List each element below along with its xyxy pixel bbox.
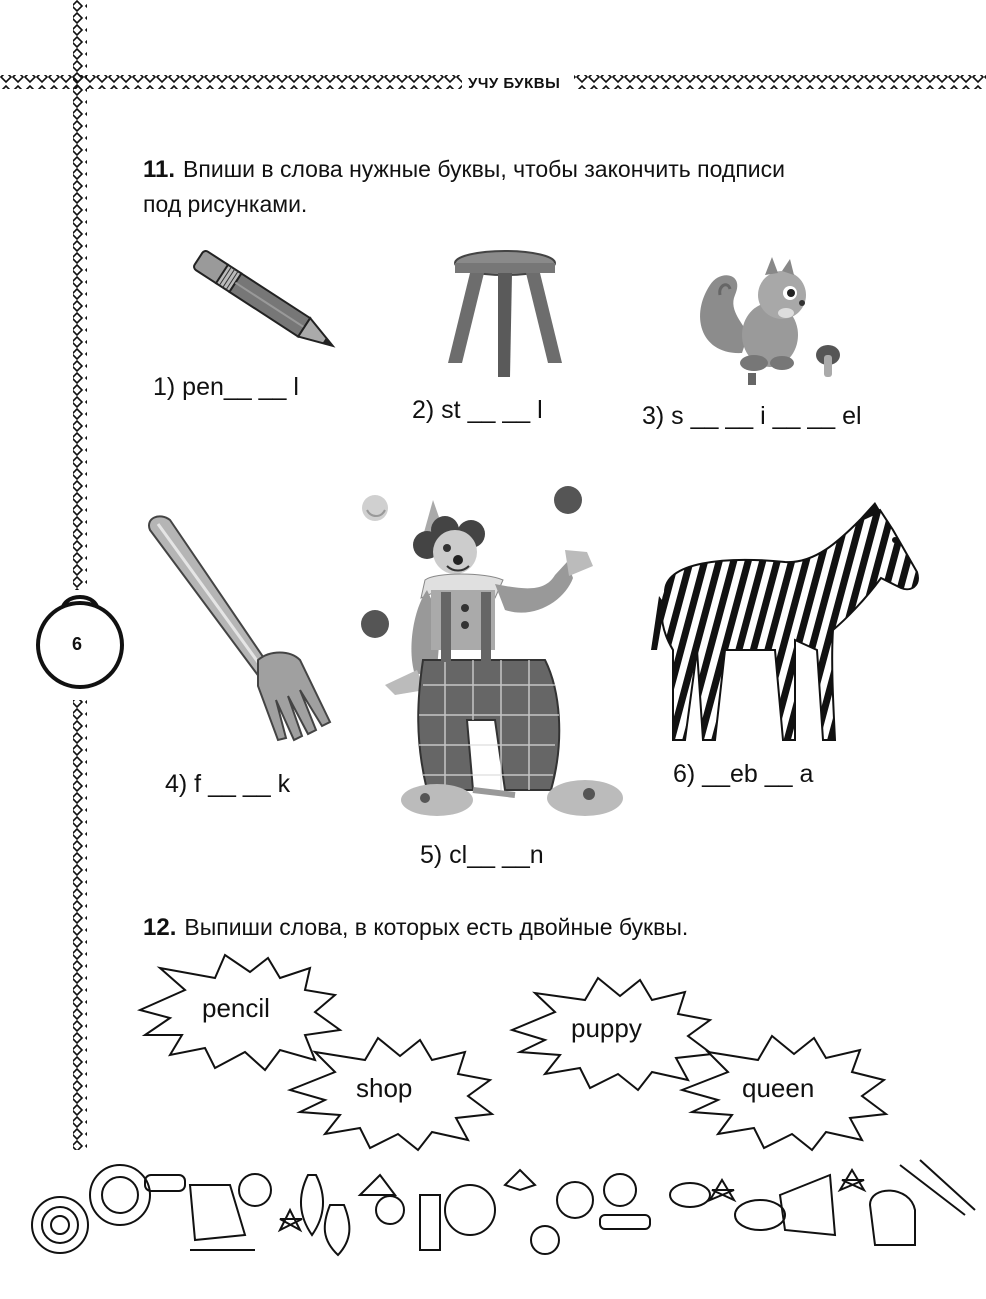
skate-icon [190, 1185, 245, 1240]
sock-icon [420, 1195, 440, 1250]
task-number: 12. [143, 914, 177, 941]
flipper-icon [780, 1175, 835, 1235]
dumbbell-icon [600, 1215, 650, 1229]
word-puppy: puppy [571, 1013, 642, 1043]
boxing-glove-icon [870, 1191, 915, 1245]
baseball-icon [239, 1174, 271, 1206]
answer-label-2: 2) st __ __ l [412, 396, 543, 424]
sports-doodle-border [0, 1155, 986, 1265]
page-header-title: УЧУ БУКВЫ [468, 75, 561, 92]
stopwatch-icon [604, 1174, 636, 1206]
word-shop: shop [356, 1073, 413, 1103]
star-icon [710, 1180, 734, 1200]
target-icon [90, 1165, 150, 1225]
star-icon [280, 1210, 302, 1230]
medal-icon [531, 1226, 559, 1254]
task-text-line2: под рисунками. [143, 191, 308, 217]
kettlebell-doodle-icon [445, 1185, 495, 1235]
shuttlecock-icon [360, 1175, 395, 1195]
answer-label-3: 3) s __ __ i __ __ el [642, 402, 862, 430]
bowling-pin-icon [301, 1175, 323, 1235]
jump-rope-coil-icon [32, 1197, 88, 1253]
yoyo-icon [557, 1182, 593, 1218]
football-icon [735, 1200, 785, 1230]
answer-label-6: 6) __eb __ a [673, 760, 814, 788]
medal-icon [376, 1196, 404, 1224]
task-text-line1: Впиши в слова нужные буквы, чтобы закончить подписи [183, 156, 785, 182]
answer-label-4: 4) f __ __ k [165, 770, 291, 798]
star-icon [840, 1170, 864, 1190]
answer-label-1: 1) pen__ __ l [153, 373, 299, 401]
star-icon [505, 1170, 535, 1190]
dumbbell-icon [145, 1175, 185, 1191]
word-pencil: pencil [202, 993, 270, 1023]
task-number: 11. [143, 156, 176, 183]
word-queen: queen [742, 1073, 815, 1103]
answer-label-5: 5) cl__ __n [420, 841, 544, 869]
page-number: 6 [72, 634, 83, 654]
goggles-icon [670, 1183, 710, 1207]
task-text: Выпиши слова, в которых есть двойные буквы. [184, 914, 689, 940]
